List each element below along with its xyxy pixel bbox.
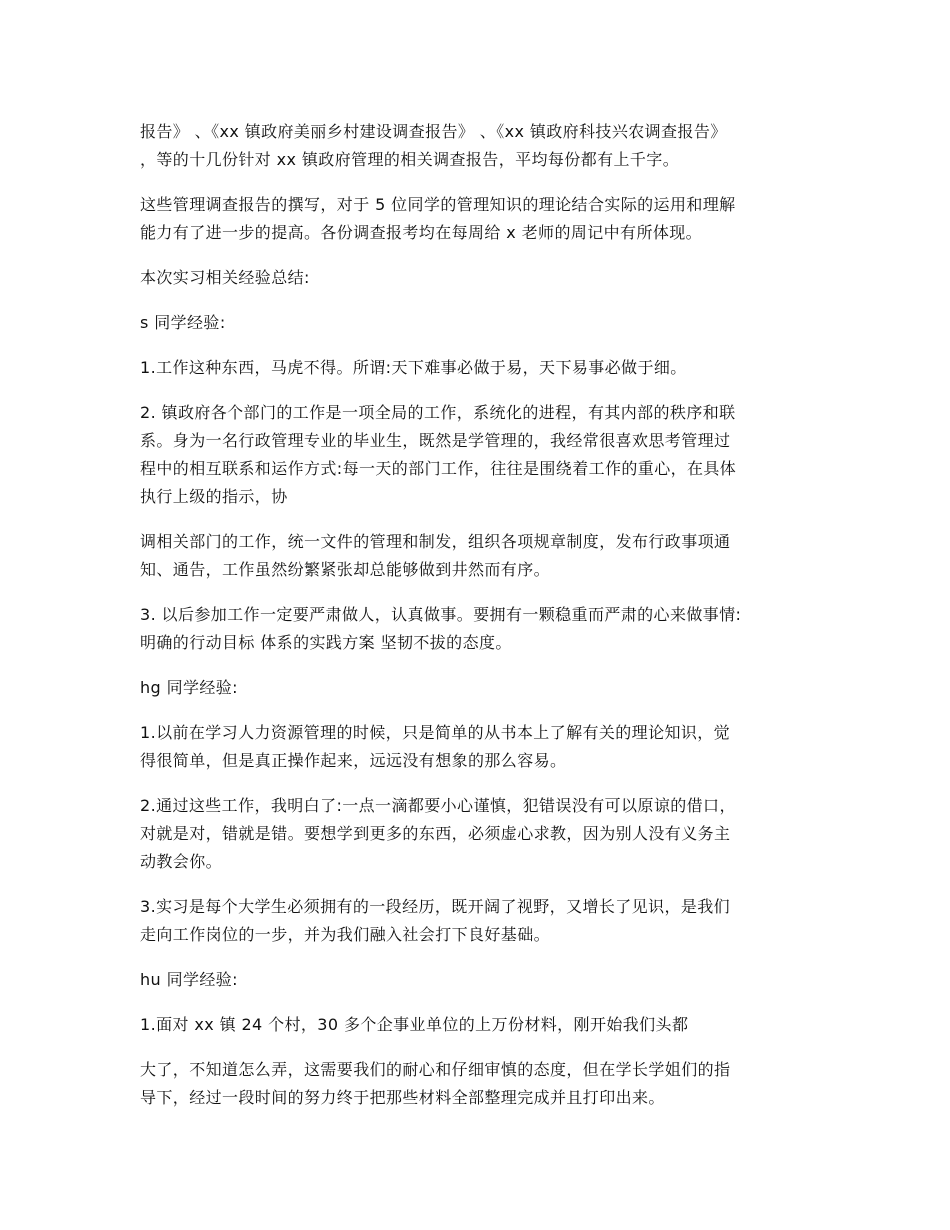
text-line: 动教会你。 xyxy=(140,852,223,871)
text-line: 大了，不知道怎么弄，这需要我们的耐心和仔细审慎的态度，但在学长学姐们的指 xyxy=(140,1060,731,1079)
paragraph xyxy=(140,528,812,584)
text-line: 报告》 、《xx 镇政府美丽乡村建设调查报告》 、《xx 镇政府科技兴农调查报告》 xyxy=(140,122,727,141)
text-line: hg 同学经验: xyxy=(140,678,238,697)
paragraph xyxy=(140,264,812,292)
paragraph xyxy=(140,1056,812,1112)
text-line: 1.工作这种东西，马虎不得。所谓:天下难事必做于易，天下易事必做于细。 xyxy=(140,358,687,377)
text-line: 3.实习是每个大学生必须拥有的一段经历，既开阔了视野，又增长了见识，是我们 xyxy=(140,897,731,916)
text-line: 3. 以后参加工作一定要严肃做人，认真做事。要拥有一颗稳重而严肃的心来做事情: xyxy=(140,605,742,624)
text-line: 得很简单，但是真正操作起来，远远没有想象的那么容易。 xyxy=(140,751,567,770)
text-line: 2. 镇政府各个部门的工作是一项全局的工作，系统化的进程，有其内部的秩序和联 xyxy=(140,403,736,422)
text-line: 走向工作岗位的一步，并为我们融入社会打下良好基础。 xyxy=(140,925,551,944)
paragraph xyxy=(140,792,812,876)
text-line: 系。身为一名行政管理专业的毕业生，既然是学管理的，我经常很喜欢思考管理过 xyxy=(140,431,731,450)
text-line: 明确的行动目标 体系的实践方案 坚韧不拔的态度。 xyxy=(140,633,512,652)
paragraph xyxy=(140,309,812,337)
text-line: ，等的十几份针对 xx 镇政府管理的相关调查报告，平均每份都有上千字。 xyxy=(140,150,680,169)
paragraph xyxy=(140,601,812,657)
paragraph xyxy=(140,191,812,247)
text-line: 能力有了进一步的提高。各份调查报考均在每周给 x 老师的周记中有所体现。 xyxy=(140,223,703,242)
document-page xyxy=(140,118,812,1129)
text-line: s 同学经验: xyxy=(140,313,226,332)
paragraph xyxy=(140,118,812,174)
text-line: 导下，经过一段时间的努力终于把那些材料全部整理完成并且打印出来。 xyxy=(140,1088,665,1107)
text-line: 知、通告，工作虽然纷繁紧张却总能够做到井然而有序。 xyxy=(140,560,551,579)
text-line: 本次实习相关经验总结: xyxy=(140,268,310,287)
text-line: hu 同学经验: xyxy=(140,970,238,989)
paragraph xyxy=(140,399,812,511)
paragraph xyxy=(140,354,812,382)
text-line: 这些管理调查报告的撰写，对于 5 位同学的管理知识的理论结合实际的运用和理解 xyxy=(140,195,736,214)
text-line: 程中的相互联系和运作方式:每一天的部门工作，往往是围绕着工作的重心，在具体 xyxy=(140,459,737,478)
text-line: 2.通过这些工作，我明白了:一点一滴都要小心谨慎，犯错误没有可以原谅的借口， xyxy=(140,796,736,815)
text-line: 调相关部门的工作，统一文件的管理和制发，组织各项规章制度，发布行政事项通 xyxy=(140,532,731,551)
paragraph xyxy=(140,1011,812,1039)
paragraph xyxy=(140,966,812,994)
text-line: 1.以前在学习人力资源管理的时候，只是简单的从书本上了解有关的理论知识，觉 xyxy=(140,723,731,742)
text-line: 执行上级的指示，协 xyxy=(140,487,288,506)
text-line: 1.面对 xx 镇 24 个村，30 多个企事业单位的上万份材料，刚开始我们头都 xyxy=(140,1015,689,1034)
text-line: 对就是对，错就是错。要想学到更多的东西，必须虚心求教，因为别人没有义务主 xyxy=(140,824,731,843)
paragraph xyxy=(140,719,812,775)
paragraph xyxy=(140,674,812,702)
paragraph xyxy=(140,893,812,949)
